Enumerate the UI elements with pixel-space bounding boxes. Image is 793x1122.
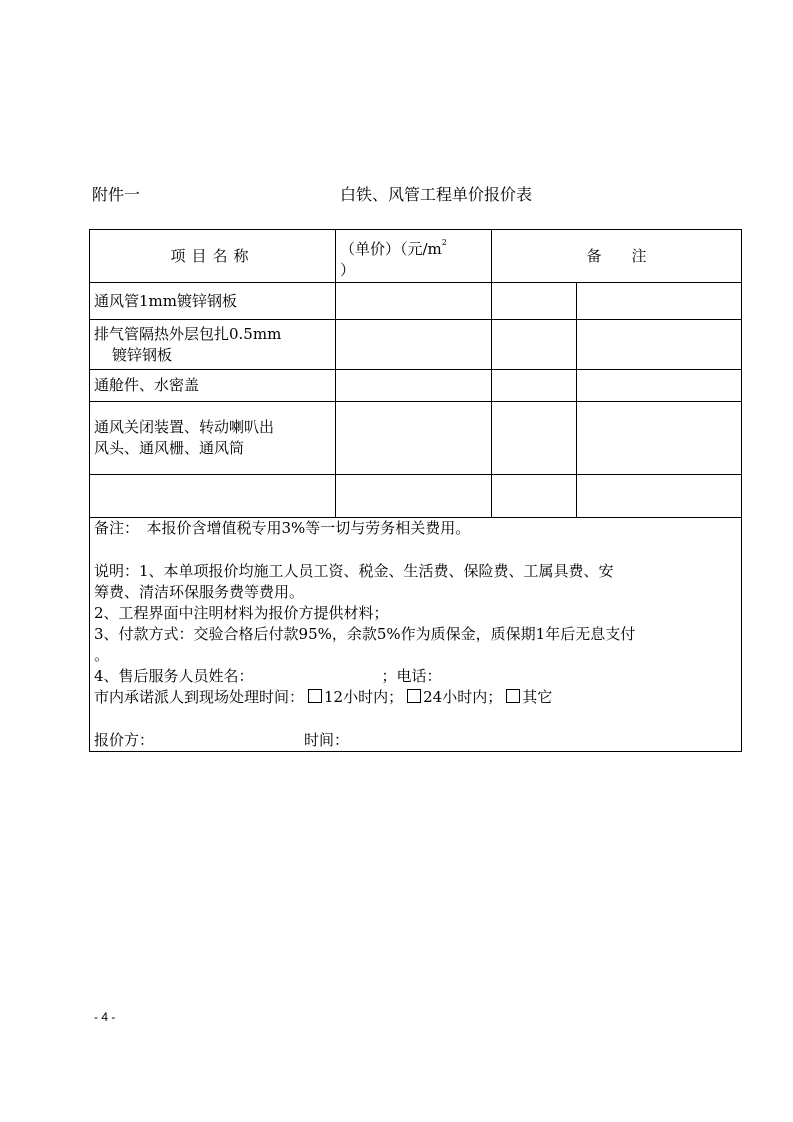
service-person-label: 4、售后服务人员姓名：	[94, 667, 254, 685]
row-item-name	[90, 402, 336, 475]
notes-row	[90, 518, 742, 752]
row-price-cell[interactable]	[336, 320, 492, 370]
option-12h: 12小时内；	[324, 688, 404, 706]
row-item-text: 排气管隔热外层包扎0.5mm	[94, 324, 282, 343]
row-price-cell[interactable]	[336, 402, 492, 475]
table-row	[90, 402, 742, 475]
checkbox-24h[interactable]	[407, 689, 421, 703]
row-note-cell[interactable]	[492, 370, 577, 402]
remark-text: 备注： 本报价含增值税专用3%等一切与劳务相关费用。	[94, 519, 471, 537]
quoter-label: 报价方：	[94, 731, 155, 749]
table-row	[90, 370, 742, 402]
checkbox-12h[interactable]	[308, 689, 322, 703]
row-note-cell[interactable]	[492, 402, 577, 475]
row-item-text: 通舱件、水密盖	[94, 376, 200, 394]
row-note-cell-2[interactable]	[577, 370, 742, 402]
note-item-3: 3、付款方式：交验合格后付款95%，余款5%作为质保金，质保期1年后无息支付	[94, 625, 636, 643]
header-item-name: 项目名称	[90, 230, 336, 283]
notes-cell	[90, 518, 742, 752]
row-note-cell-2[interactable]	[577, 402, 742, 475]
row-item-name	[90, 283, 336, 320]
row-note-cell-2[interactable]	[577, 475, 742, 518]
row-item-text: 通风关闭装置、转动喇叭出	[94, 418, 275, 436]
row-note-cell[interactable]	[492, 475, 577, 518]
row-note-cell-2[interactable]	[577, 320, 742, 370]
option-other: 其它	[522, 688, 553, 706]
header-unit-price-text: （单价）（元/m	[340, 239, 442, 258]
response-time-label: 市内承诺派人到现场处理时间：	[94, 688, 305, 706]
row-note-cell[interactable]	[492, 283, 577, 320]
row-price-cell[interactable]	[336, 475, 492, 518]
option-24h: 24小时内；	[423, 688, 503, 706]
row-item-name	[90, 370, 336, 402]
attachment-label: 附件一	[92, 185, 141, 204]
table-row	[90, 320, 742, 370]
note-item-4	[94, 666, 737, 687]
quote-table	[89, 229, 742, 752]
note-item-1-cont: 筹费、清洁环保服务费等费用。	[94, 583, 305, 601]
phone-label: ；电话：	[381, 667, 442, 685]
row-price-cell[interactable]	[336, 370, 492, 402]
document-title: 白铁、风管工程单价报价表	[340, 185, 533, 204]
signature-line	[94, 730, 737, 751]
row-item-text: 通风管1mm镀锌钢板	[94, 291, 237, 310]
row-item-name[interactable]	[90, 475, 336, 518]
header-unit-price-close: ）	[340, 260, 356, 279]
table-header-row	[90, 230, 742, 283]
row-item-text-line2: 风头、通风栅、通风筒	[94, 439, 245, 457]
row-price-cell[interactable]	[336, 283, 492, 320]
response-time-line	[94, 687, 737, 708]
header-remarks: 备 注	[492, 230, 742, 283]
row-item-text-line2: 镀锌钢板	[112, 345, 173, 364]
row-note-cell-2[interactable]	[577, 283, 742, 320]
header-unit-price	[336, 230, 492, 283]
note-item-1: 说明：1、本单项报价均施工人员工资、税金、生活费、保险费、工属具费、安	[94, 562, 614, 580]
header-unit-price-sup: 2	[441, 237, 447, 247]
page-number: - 4 -	[94, 1010, 116, 1024]
row-item-name	[90, 320, 336, 370]
row-note-cell[interactable]	[492, 320, 577, 370]
note-item-2: 2、工程界面中注明材料为报价方提供材料；	[94, 604, 389, 622]
checkbox-other[interactable]	[506, 689, 520, 703]
table-row	[90, 283, 742, 320]
time-label: 时间：	[304, 731, 350, 749]
table-row-empty	[90, 475, 742, 518]
note-item-3-cont: 。	[94, 646, 110, 664]
